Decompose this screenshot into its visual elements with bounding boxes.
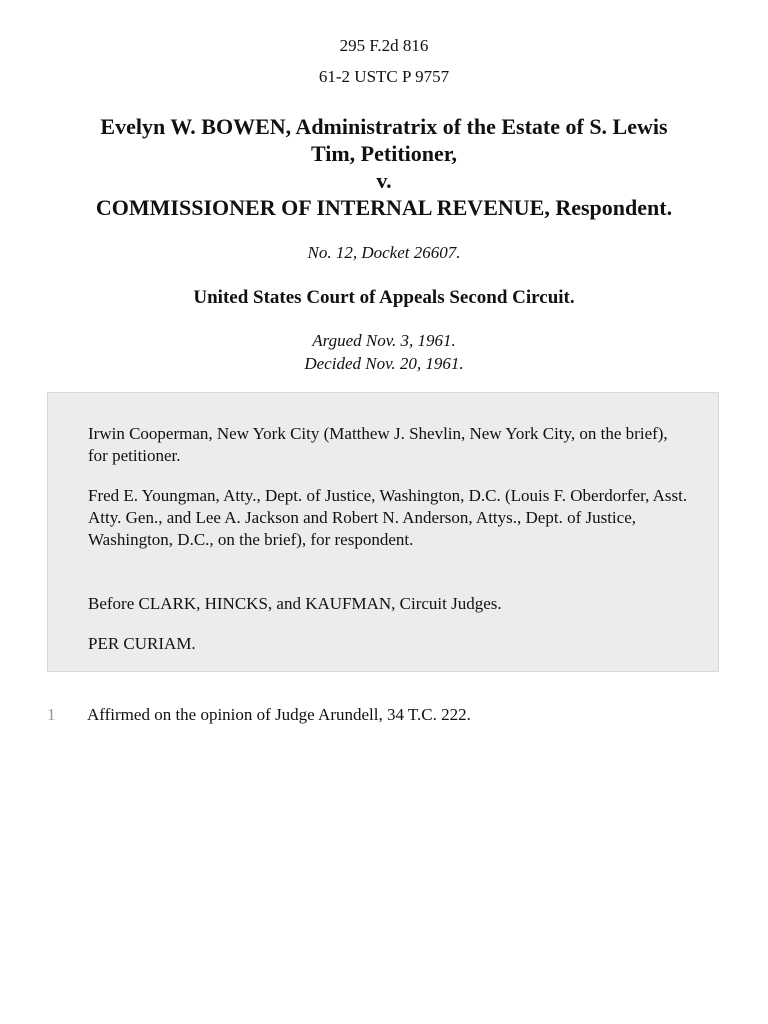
case-caption bbox=[30, 113, 738, 221]
citation-ustc: 61-2 USTC P 9757 bbox=[318, 67, 450, 86]
case-dates bbox=[0, 329, 768, 375]
counsel-respondent: Fred E. Youngman, Atty., Dept. of Justice, Washington, D.C. (Louis F. Oberdorfer, Asst. Atty. Gen., and Lee A. Jackson and Robert N. Anderson, Attys., Dept. of Justice, Washington, D.C., on the brief), for respondent. bbox=[88, 486, 688, 549]
paragraph-number: 1 bbox=[47, 705, 56, 724]
counsel-section bbox=[47, 392, 719, 672]
paragraph-text: Affirmed on the opinion of Judge Arundell, 34 T.C. 222. bbox=[87, 705, 471, 724]
caption-versus: v. bbox=[376, 168, 392, 193]
citation-reporter: 295 F.2d 816 bbox=[339, 36, 429, 55]
counsel-petitioner: Irwin Cooperman, New York City (Matthew J. Shevlin, New York City, on the brief), for petitioner. bbox=[88, 424, 668, 465]
caption-line-respondent: COMMISSIONER OF INTERNAL REVENUE, Respondent. bbox=[95, 195, 673, 220]
argued-date: Argued Nov. 3, 1961. bbox=[312, 331, 456, 350]
court-name: United States Court of Appeals Second Circuit. bbox=[193, 287, 575, 308]
decided-date: Decided Nov. 20, 1961. bbox=[304, 354, 464, 373]
per-curiam-label: PER CURIAM. bbox=[88, 634, 196, 653]
panel-judges: Before CLARK, HINCKS, and KAUFMAN, Circuit Judges. bbox=[88, 594, 502, 613]
caption-line-petitioner-1: Evelyn W. BOWEN, Administratrix of the Estate of S. Lewis bbox=[100, 114, 668, 139]
docket-number: No. 12, Docket 26607. bbox=[307, 243, 461, 262]
caption-line-petitioner-2: Tim, Petitioner, bbox=[310, 141, 458, 166]
